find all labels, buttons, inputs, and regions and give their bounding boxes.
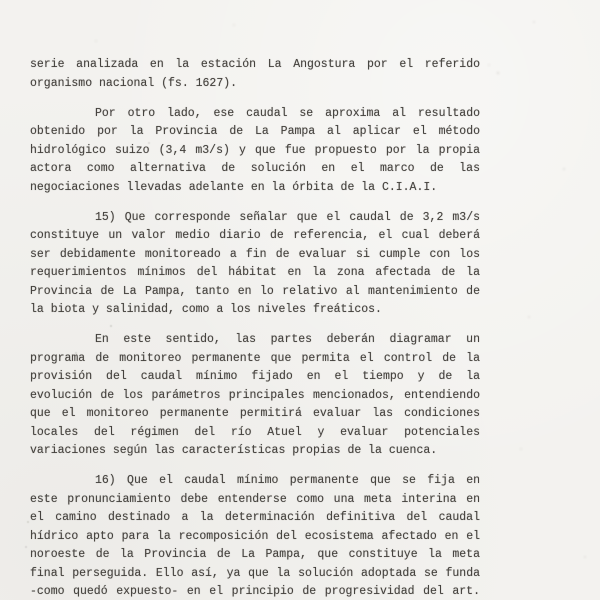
text-line: serie analizada en la estación La Angostura por el referido <box>30 58 480 71</box>
text-line: final perseguida. Ello así, ya que la solución adoptada se funda <box>30 566 480 580</box>
text-line: Provincia de La Pampa, tanto en lo relativo al mantenimiento de <box>30 284 480 298</box>
text-line: evolución de los parámetros principales mencionados, entendiendo <box>30 388 480 402</box>
text-line: programa de monitoreo permanente que permita el control de la <box>30 351 480 365</box>
text-line: el camino destinado a la determinación definitiva del caudal <box>30 511 480 524</box>
text-line: que el monitoreo permanente permitirá evaluar las condiciones <box>30 407 480 420</box>
text-line: ser debidamente monitoreado a fin de evaluar si cumple con los <box>30 247 480 261</box>
text-line: este pronunciamiento debe entenderse como una meta interina en <box>30 492 480 506</box>
text-line: actora como alternativa de solución en el marco de las <box>30 162 480 175</box>
document-text <box>30 56 480 600</box>
text-line: variaciones según las características propias de la cuenca. <box>30 444 438 457</box>
text-line: provisión del caudal mínimo fijado en el tiempo y de la <box>30 370 480 383</box>
text-line: noroeste de la Provincia de La Pampa, que constituye la meta <box>30 548 480 561</box>
text-line: hidrológico suizo (3,4 m3/s) y que fue propuesto por la propia <box>30 143 480 157</box>
text-line: requerimientos mínimos del hábitat en la zona afectada de la <box>30 266 480 279</box>
text-line: 15) Que corresponde señalar que el caudal de 3,2 m3/s <box>95 210 480 224</box>
text-line: -como quedó expuesto- en el principio de progresividad del art. <box>30 585 480 598</box>
text-line: la biota y salinidad, como a los niveles freáticos. <box>30 303 382 316</box>
text-line: Por otro lado, ese caudal se aproxima al resultado <box>95 106 480 120</box>
text-line: 16) Que el caudal mínimo permanente que se fija en <box>95 474 480 487</box>
text-line: obtenido por la Provincia de La Pampa al aplicar el método <box>30 125 480 138</box>
text-line: organismo nacional (fs. 1627). <box>30 76 238 90</box>
text-line: negociaciones llevadas adelante en la órbita de la C.I.A.I. <box>30 180 438 194</box>
text-line: constituye un valor medio diario de referencia, el cual deberá <box>30 229 480 242</box>
text-line: locales del régimen del río Atuel y evaluar potenciales <box>30 425 480 439</box>
text-line: En este sentido, las partes deberán diagramar un <box>95 333 480 346</box>
text-line: hídrico apto para la recomposición del ecosistema afectado en el <box>30 529 480 543</box>
